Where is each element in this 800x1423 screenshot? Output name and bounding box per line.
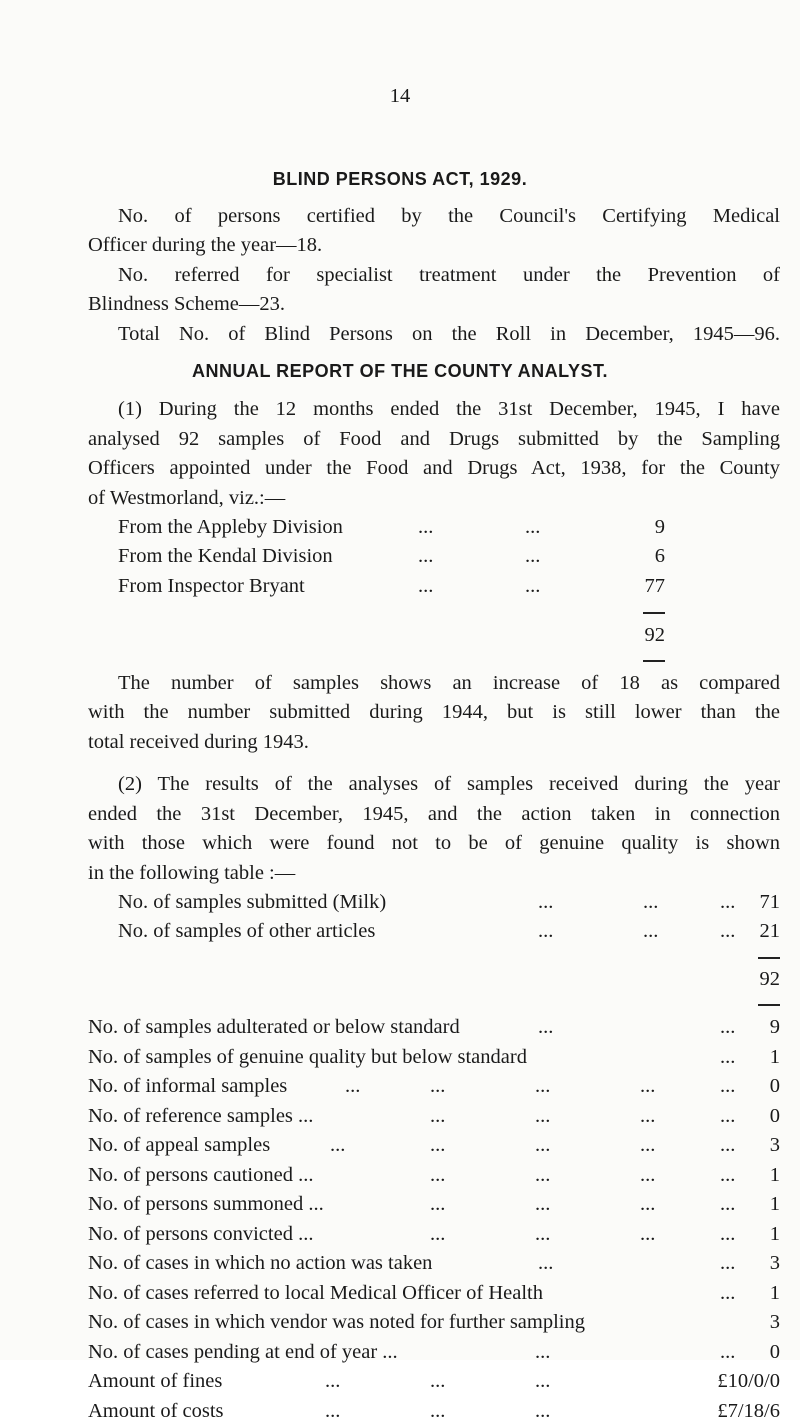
leader-dots: ...: [535, 1104, 551, 1127]
leader-dots: ...: [720, 1104, 736, 1127]
source-label: From Inspector Bryant: [118, 575, 305, 597]
leader-dots: ...: [430, 1163, 446, 1186]
leader-dots: ...: [325, 1399, 341, 1422]
table-row-value: 0: [769, 1340, 780, 1363]
leader-dots: ...: [720, 1281, 736, 1304]
text-line: analysed 92 samples of Food and Drugs submitted by the Sampling: [88, 428, 780, 450]
table-row-value: £7/18/6: [717, 1399, 780, 1422]
text-line: No. of persons certified by the Council's Certifying Medical: [118, 205, 780, 227]
leader-dots: ...: [418, 575, 434, 597]
leader-dots: ...: [720, 1016, 736, 1038]
table-row-label: No. of persons cautioned ...: [88, 1163, 314, 1186]
total-rule: [758, 1004, 780, 1006]
table-row-label: Amount of fines: [88, 1370, 223, 1392]
leader-dots: ...: [430, 1399, 446, 1422]
leader-dots: ...: [640, 1075, 656, 1097]
table-row-label: No. of persons summoned ...: [88, 1193, 324, 1215]
leader-dots: ...: [640, 1104, 656, 1127]
leader-dots: ...: [535, 1134, 551, 1156]
leader-dots: ...: [538, 920, 554, 942]
leader-dots: ...: [535, 1163, 551, 1186]
leader-dots: ...: [325, 1370, 341, 1392]
text-line: Officer during the year—18.: [88, 234, 323, 256]
leader-dots: ...: [430, 1075, 446, 1097]
table-row-label: No. of cases in which vendor was noted for further sampling: [88, 1311, 585, 1333]
table-row-value: 3: [769, 1134, 780, 1156]
text-line: with the number submitted during 1944, but is still lower than the: [88, 701, 780, 723]
table-row-value: 1: [769, 1163, 780, 1186]
sources-total: 92: [644, 624, 665, 646]
text-line: Officers appointed under the Food and Drugs Act, 1938, for the County: [88, 457, 780, 479]
leader-dots: ...: [538, 891, 554, 913]
text-line: Blindness Scheme—23.: [88, 293, 286, 315]
leader-dots: ...: [525, 575, 541, 597]
table-row-value: 0: [769, 1075, 780, 1097]
submitted-value: 71: [759, 891, 780, 913]
leader-dots: ...: [720, 1045, 736, 1068]
leader-dots: ...: [345, 1075, 361, 1097]
leader-dots: ...: [640, 1134, 656, 1156]
leader-dots: ...: [535, 1193, 551, 1215]
text-line: of Westmorland, viz.:—: [88, 487, 286, 509]
leader-dots: ...: [535, 1075, 551, 1097]
table-row-value: 1: [769, 1045, 780, 1068]
text-line: Total No. of Blind Persons on the Roll in December, 1945—96.: [118, 323, 780, 345]
total-rule: [758, 957, 780, 959]
leader-dots: ...: [535, 1340, 551, 1363]
table-row-value: £10/0/0: [717, 1370, 780, 1392]
table-row-value: 1: [769, 1222, 780, 1245]
text-line: ended the 31st December, 1945, and the action taken in connection: [88, 803, 780, 825]
leader-dots: ...: [720, 891, 736, 913]
leader-dots: ...: [720, 1252, 736, 1274]
leader-dots: ...: [330, 1134, 346, 1156]
table-row-label: No. of cases referred to local Medical Officer of Health: [88, 1281, 543, 1304]
leader-dots: ...: [720, 1163, 736, 1186]
table-row-label: No. of persons convicted ...: [88, 1222, 314, 1245]
leader-dots: ...: [720, 1193, 736, 1215]
leader-dots: ...: [430, 1134, 446, 1156]
table-row-label: No. of samples adulterated or below standard: [88, 1016, 460, 1038]
text-line: total received during 1943.: [88, 731, 309, 753]
table-row-value: 3: [769, 1311, 780, 1333]
leader-dots: ...: [720, 1222, 736, 1245]
submitted-value: 21: [759, 920, 780, 942]
table-row-value: 0: [769, 1104, 780, 1127]
source-value: 77: [644, 575, 665, 597]
source-label: From the Kendal Division: [118, 545, 333, 567]
table-row-label: No. of informal samples: [88, 1075, 288, 1097]
leader-dots: ...: [640, 1163, 656, 1186]
leader-dots: ...: [535, 1222, 551, 1245]
total-rule: [643, 612, 665, 614]
table-row-label: No. of appeal samples: [88, 1134, 271, 1156]
leader-dots: ...: [535, 1399, 551, 1422]
leader-dots: ...: [430, 1104, 446, 1127]
leader-dots: ...: [720, 1340, 736, 1363]
leader-dots: ...: [643, 891, 659, 913]
table-row-label: No. of samples of genuine quality but below standard: [88, 1045, 527, 1068]
table-row-value: 1: [769, 1193, 780, 1215]
leader-dots: ...: [525, 516, 541, 538]
source-value: 9: [654, 516, 665, 538]
text-line: (1) During the 12 months ended the 31st December, 1945, I have: [118, 398, 780, 420]
leader-dots: ...: [418, 516, 434, 538]
table-row-label: No. of cases in which no action was taken: [88, 1252, 433, 1274]
total-rule: [643, 660, 665, 662]
source-label: From the Appleby Division: [118, 516, 343, 538]
leader-dots: ...: [720, 920, 736, 942]
leader-dots: ...: [643, 920, 659, 942]
source-value: 6: [654, 545, 665, 567]
table-row-value: 1: [769, 1281, 780, 1304]
text-line: in the following table :—: [88, 862, 296, 884]
text-line: No. referred for specialist treatment under the Prevention of: [118, 264, 780, 286]
table-row-label: Amount of costs: [88, 1399, 224, 1422]
section-heading: ANNUAL REPORT OF THE COUNTY ANALYST.: [191, 361, 609, 381]
leader-dots: ...: [430, 1370, 446, 1392]
table-row-label: No. of reference samples ...: [88, 1104, 314, 1127]
leader-dots: ...: [720, 1134, 736, 1156]
text-line: with those which were found not to be of genuine quality is shown: [88, 832, 780, 854]
table-row-value: 9: [769, 1016, 780, 1038]
leader-dots: ...: [525, 545, 541, 567]
leader-dots: ...: [640, 1222, 656, 1245]
leader-dots: ...: [430, 1193, 446, 1215]
leader-dots: ...: [538, 1252, 554, 1274]
leader-dots: ...: [430, 1222, 446, 1245]
text-line: The number of samples shows an increase of 18 as compared: [118, 672, 780, 694]
page-number: 14: [389, 85, 411, 107]
table-row-label: No. of cases pending at end of year ...: [88, 1340, 398, 1363]
submitted-label: No. of samples submitted (Milk): [118, 891, 387, 913]
submitted-total: 92: [759, 968, 780, 990]
section-heading: BLIND PERSONS ACT, 1929.: [272, 169, 528, 189]
leader-dots: ...: [418, 545, 434, 567]
leader-dots: ...: [538, 1016, 554, 1038]
table-row-value: 3: [769, 1252, 780, 1274]
leader-dots: ...: [535, 1370, 551, 1392]
text-line: (2) The results of the analyses of samples received during the year: [118, 773, 780, 795]
submitted-label: No. of samples of other articles: [118, 920, 376, 942]
leader-dots: ...: [720, 1075, 736, 1097]
leader-dots: ...: [640, 1193, 656, 1215]
